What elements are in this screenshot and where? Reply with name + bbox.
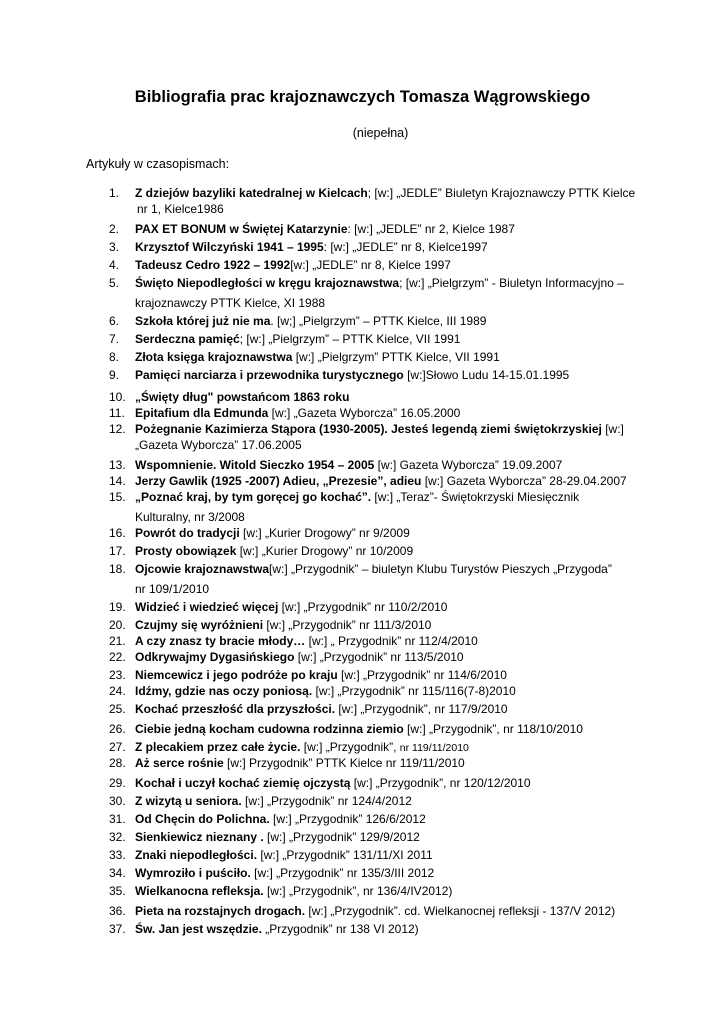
list-item-number: 3. <box>109 240 120 254</box>
list-item-content <box>135 543 649 559</box>
article-source: [w:] <box>601 422 624 436</box>
list-item-number: 26. <box>109 722 126 736</box>
article-title: Pożegnanie Kazimierza Stąpora (1930-2005). Jesteś legendą ziemi świętokrzyskiej <box>135 422 602 436</box>
list-item-content <box>135 561 649 577</box>
article-title: Z dziejów bazyliki katedralnej w Kielcach <box>135 186 368 200</box>
list-item <box>109 473 649 489</box>
list-item-content <box>135 221 649 237</box>
list-item <box>109 811 649 827</box>
list-item-content <box>135 721 649 737</box>
list-item-content <box>135 683 649 699</box>
list-item-continuation: Kulturalny, nr 3/2008 <box>135 510 245 524</box>
list-item-content <box>135 921 649 937</box>
list-item-content <box>135 701 649 717</box>
list-item <box>109 525 649 541</box>
list-item-number: 30. <box>109 794 126 808</box>
list-item <box>109 185 649 217</box>
list-item <box>109 847 649 863</box>
article-source: : [w:] „JEDLE” nr 8, Kielce1997 <box>323 240 488 254</box>
article-source: [w:] Przygodnik” PTTK Kielce nr 119/11/2010 <box>223 756 465 770</box>
list-item-content <box>135 331 649 347</box>
list-item-content <box>135 367 649 383</box>
article-title: Widzieć i wiedzieć więcej <box>135 600 279 614</box>
article-title: Aż serce rośnie <box>135 756 224 770</box>
list-item-number: 9. <box>109 368 120 382</box>
list-item <box>109 421 649 453</box>
article-title: Szkoła której już nie ma <box>135 314 271 328</box>
list-item <box>109 701 649 717</box>
section-heading: Artykuły w czasopismach: <box>86 157 230 171</box>
list-item <box>109 755 649 771</box>
list-item-number: 15. <box>109 490 126 504</box>
list-item-number: 20. <box>109 618 126 632</box>
list-item-continuation: nr 1, Kielce1986 <box>137 202 224 216</box>
list-item-number: 19. <box>109 600 126 614</box>
article-title: Kochać przeszłość dla przyszłości. <box>135 702 336 716</box>
list-item-content <box>135 185 649 201</box>
list-item <box>109 561 649 597</box>
article-issue: nr 119/11/2010 <box>399 742 469 754</box>
list-item-number: 12. <box>109 422 126 436</box>
article-source: [w:] „Przygodnik” 131/11/XI 2011 <box>257 848 433 862</box>
article-source: ; [w:] „JEDLE” Biuletyn Krajoznawczy PTTK Kielce <box>367 186 636 200</box>
list-item-content <box>135 847 649 863</box>
list-item-content <box>135 239 649 255</box>
list-item-content <box>135 755 649 771</box>
article-source: . [w;] „Pielgrzym” – PTTK Kielce, III 1989 <box>270 314 487 328</box>
list-item <box>109 667 649 683</box>
list-item <box>109 257 649 273</box>
article-source: [w:] „Przygodnik” nr 114/6/2010 <box>337 668 507 682</box>
article-title: A czy znasz ty bracie młody… <box>135 634 306 648</box>
list-item <box>109 865 649 881</box>
list-item-content <box>135 421 649 437</box>
list-item-content <box>135 257 649 273</box>
article-title: Święto Niepodległości w kręgu krajoznawstwa <box>135 276 400 290</box>
list-item-content <box>135 405 649 421</box>
list-item-number: 2. <box>109 222 120 236</box>
list-item <box>109 543 649 559</box>
list-item-number: 35. <box>109 884 126 898</box>
article-title: Sienkiewicz nieznany . <box>135 830 264 844</box>
list-item-number: 10. <box>109 390 126 404</box>
article-source: [w:] „Przygodnik”, nr 117/9/2010 <box>335 702 508 716</box>
article-source: [w:] „Pielgrzym” PTTK Kielce, VII 1991 <box>292 350 500 364</box>
article-source: [w:] „Przygodnik” – biuletyn Klubu Turystów Pieszych „Przygoda” <box>269 562 612 576</box>
list-item-content <box>135 865 649 881</box>
article-source: [w:] „Przygodnik”. cd. Wielkanocnej refleksji - 137/V 2012) <box>305 904 616 918</box>
article-title: Jerzy Gawlik (1925 -2007) Adieu, „Prezesie”, adieu <box>135 474 422 488</box>
article-source: [w:] „Przygodnik” nr 110/2/2010 <box>278 600 448 614</box>
list-item-number: 4. <box>109 258 120 272</box>
list-item-number: 34. <box>109 866 126 880</box>
list-item-number: 25. <box>109 702 126 716</box>
list-item-number: 6. <box>109 314 120 328</box>
list-item-content <box>135 275 649 291</box>
list-item-number: 23. <box>109 668 126 682</box>
article-source: [w:]Słowo Ludu 14-15.01.1995 <box>403 368 570 382</box>
list-item-number: 5. <box>109 276 120 290</box>
list-item-number: 27. <box>109 740 126 754</box>
list-item-continuation: nr 109/1/2010 <box>135 582 210 596</box>
list-item-content <box>135 489 649 505</box>
article-title: Idźmy, gdzie nas oczy poniosą. <box>135 684 313 698</box>
article-title: Powrót do tradycji <box>135 526 240 540</box>
list-item-continuation: krajoznawczy PTTK Kielce, XI 1988 <box>135 296 326 310</box>
list-item <box>109 683 649 699</box>
list-item <box>109 405 649 421</box>
list-item-content <box>135 525 649 541</box>
list-item <box>109 489 649 525</box>
article-title: PAX ET BONUM w Świętej Katarzynie <box>135 222 348 236</box>
list-item-number: 24. <box>109 684 126 698</box>
article-source: [w:] „ Przygodnik” nr 112/4/2010 <box>305 634 478 648</box>
list-item-number: 13. <box>109 458 126 472</box>
article-title: „Święty dług" powstańcom 1863 roku <box>135 390 350 404</box>
article-source: [w:] Gazeta Wyborcza” 28-29.04.2007 <box>421 474 627 488</box>
article-source: [w:] „Przygodnik” nr 124/4/2012 <box>241 794 412 808</box>
article-source: [w:] „Przygodnik” nr 135/3/III 2012 <box>250 866 435 880</box>
list-item-content <box>135 473 649 489</box>
article-title: Od Chęcin do Polichna. <box>135 812 270 826</box>
list-item-content <box>135 349 649 365</box>
list-item-content <box>135 811 649 827</box>
article-source: [w:] Gazeta Wyborcza” 19.09.2007 <box>374 458 563 472</box>
list-item-number: 32. <box>109 830 126 844</box>
list-item-content <box>135 633 649 649</box>
list-item-content <box>135 649 649 665</box>
list-item <box>109 331 649 347</box>
list-item <box>109 633 649 649</box>
list-item-number: 18. <box>109 562 126 576</box>
list-item-content <box>135 389 649 405</box>
page-title: Bibliografia prac krajoznawczych Tomasza Wągrowskiego <box>134 88 591 106</box>
article-title: Z wizytą u seniora. <box>135 794 242 808</box>
list-item-content <box>135 617 649 633</box>
article-source: : [w:] „JEDLE” nr 2, Kielce 1987 <box>347 222 515 236</box>
list-item-content <box>135 883 649 899</box>
article-title: Z plecakiem przez całe życie. <box>135 740 301 754</box>
article-title: Wielkanocna refleksja. <box>135 884 264 898</box>
article-source: [w:] „Gazeta Wyborcza” 16.05.2000 <box>268 406 461 420</box>
list-item-number: 31. <box>109 812 126 826</box>
list-item-number: 21. <box>109 634 126 648</box>
list-item <box>109 389 649 405</box>
list-item-number: 17. <box>109 544 126 558</box>
list-item <box>109 921 649 937</box>
list-item <box>109 599 649 615</box>
list-item-number: 7. <box>109 332 120 346</box>
list-item <box>109 617 649 633</box>
article-title: Krzysztof Wilczyński 1941 – 1995 <box>135 240 324 254</box>
article-source: [w:] „Przygodnik”, nr 120/12/2010 <box>350 776 531 790</box>
article-title: Wspomnienie. Witold Sieczko 1954 – 2005 <box>135 458 375 472</box>
article-title: Prosty obowiązek <box>135 544 237 558</box>
article-source: [w:] „JEDLE” nr 8, Kielce 1997 <box>290 258 451 272</box>
list-item-content <box>135 903 649 919</box>
list-item-number: 36. <box>109 904 126 918</box>
article-source: [w:] „Kurier Drogowy” nr 10/2009 <box>236 544 414 558</box>
article-title: Niemcewicz i jego podróże po kraju <box>135 668 338 682</box>
article-source: [w:] „Przygodnik” nr 115/116(7-8)2010 <box>312 684 516 698</box>
article-title: Św. Jan jest wszędzie. <box>135 922 262 936</box>
page-subtitle: (niepełna) <box>352 126 409 140</box>
list-item <box>109 349 649 365</box>
article-title: Pamięci narciarza i przewodnika turystycznego <box>135 368 404 382</box>
article-source: [w:] „Przygodnik” 126/6/2012 <box>269 812 426 826</box>
list-item-number: 37. <box>109 922 126 936</box>
list-item-number: 22. <box>109 650 126 664</box>
article-title: Kochał i uczył kochać ziemię ojczystą <box>135 776 351 790</box>
list-item <box>109 457 649 473</box>
article-source: [w:] „Przygodnik”, nr 136/4/IV2012) <box>263 884 453 898</box>
article-title: Wymroziło i puściło. <box>135 866 251 880</box>
article-title: Czujmy się wyróżnieni <box>135 618 264 632</box>
list-item-number: 33. <box>109 848 126 862</box>
list-item <box>109 367 649 383</box>
article-title: Pieta na rozstajnych drogach. <box>135 904 306 918</box>
list-item-content <box>135 599 649 615</box>
article-title: Epitafium dla Edmunda <box>135 406 269 420</box>
article-source: [w:] „Przygodnik”, <box>300 740 400 754</box>
article-title: Odkrywajmy Dygasińskiego <box>135 650 295 664</box>
list-item-number: 1. <box>109 186 120 200</box>
article-source: ; [w:] „Pielgrzym” – PTTK Kielce, VII 1991 <box>239 332 461 346</box>
list-item-content <box>135 829 649 845</box>
list-item-content <box>135 313 649 329</box>
article-title: Złota księga krajoznawstwa <box>135 350 293 364</box>
article-title: Serdeczna pamięć <box>135 332 240 346</box>
list-item-number: 8. <box>109 350 120 364</box>
article-source: [w:] „Przygodnik”, nr 118/10/2010 <box>403 722 583 736</box>
article-title: Ciebie jedną kocham cudowna rodzinna ziemio <box>135 722 404 736</box>
article-source: [w:] „Przygodnik” nr 111/3/2010 <box>263 618 432 632</box>
list-item-number: 28. <box>109 756 126 770</box>
list-item-number: 11. <box>109 406 125 420</box>
article-title: „Poznać kraj, by tym goręcej go kochać”. <box>135 490 372 504</box>
list-item <box>109 313 649 329</box>
list-item <box>109 883 649 899</box>
list-item <box>109 239 649 255</box>
list-item-number: 29. <box>109 776 126 790</box>
article-source: [w:] „Kurier Drogowy” nr 9/2009 <box>239 526 410 540</box>
article-source: [w:] „Przygodnik” nr 113/5/2010 <box>294 650 464 664</box>
article-title: Tadeusz Cedro 1922 – 1992 <box>135 258 291 272</box>
list-item-content <box>135 739 649 756</box>
list-item <box>109 793 649 809</box>
list-item-content <box>135 457 649 473</box>
list-item <box>109 275 649 311</box>
list-item <box>109 829 649 845</box>
list-item-continuation: „Gazeta Wyborcza” 17.06.2005 <box>135 438 302 452</box>
article-source: „Przygodnik” nr 138 VI 2012) <box>261 922 419 936</box>
list-item <box>109 903 649 919</box>
list-item-number: 16. <box>109 526 126 540</box>
list-item <box>109 649 649 665</box>
list-item-content <box>135 793 649 809</box>
list-item <box>109 221 649 237</box>
list-item <box>109 721 649 737</box>
article-source: [w:] „Teraz”- Świętokrzyski Miesięcznik <box>371 490 580 504</box>
list-item <box>109 775 649 791</box>
list-item <box>109 739 649 756</box>
article-title: Znaki niepodległości. <box>135 848 258 862</box>
list-item-content <box>135 775 649 791</box>
list-item-number: 14. <box>109 474 126 488</box>
list-item-content <box>135 667 649 683</box>
article-source: [w:] „Przygodnik” 129/9/2012 <box>263 830 420 844</box>
article-title: Ojcowie krajoznawstwa <box>135 562 270 576</box>
article-source: ; [w:] „Pielgrzym” - Biuletyn Informacyjno – <box>399 276 624 290</box>
